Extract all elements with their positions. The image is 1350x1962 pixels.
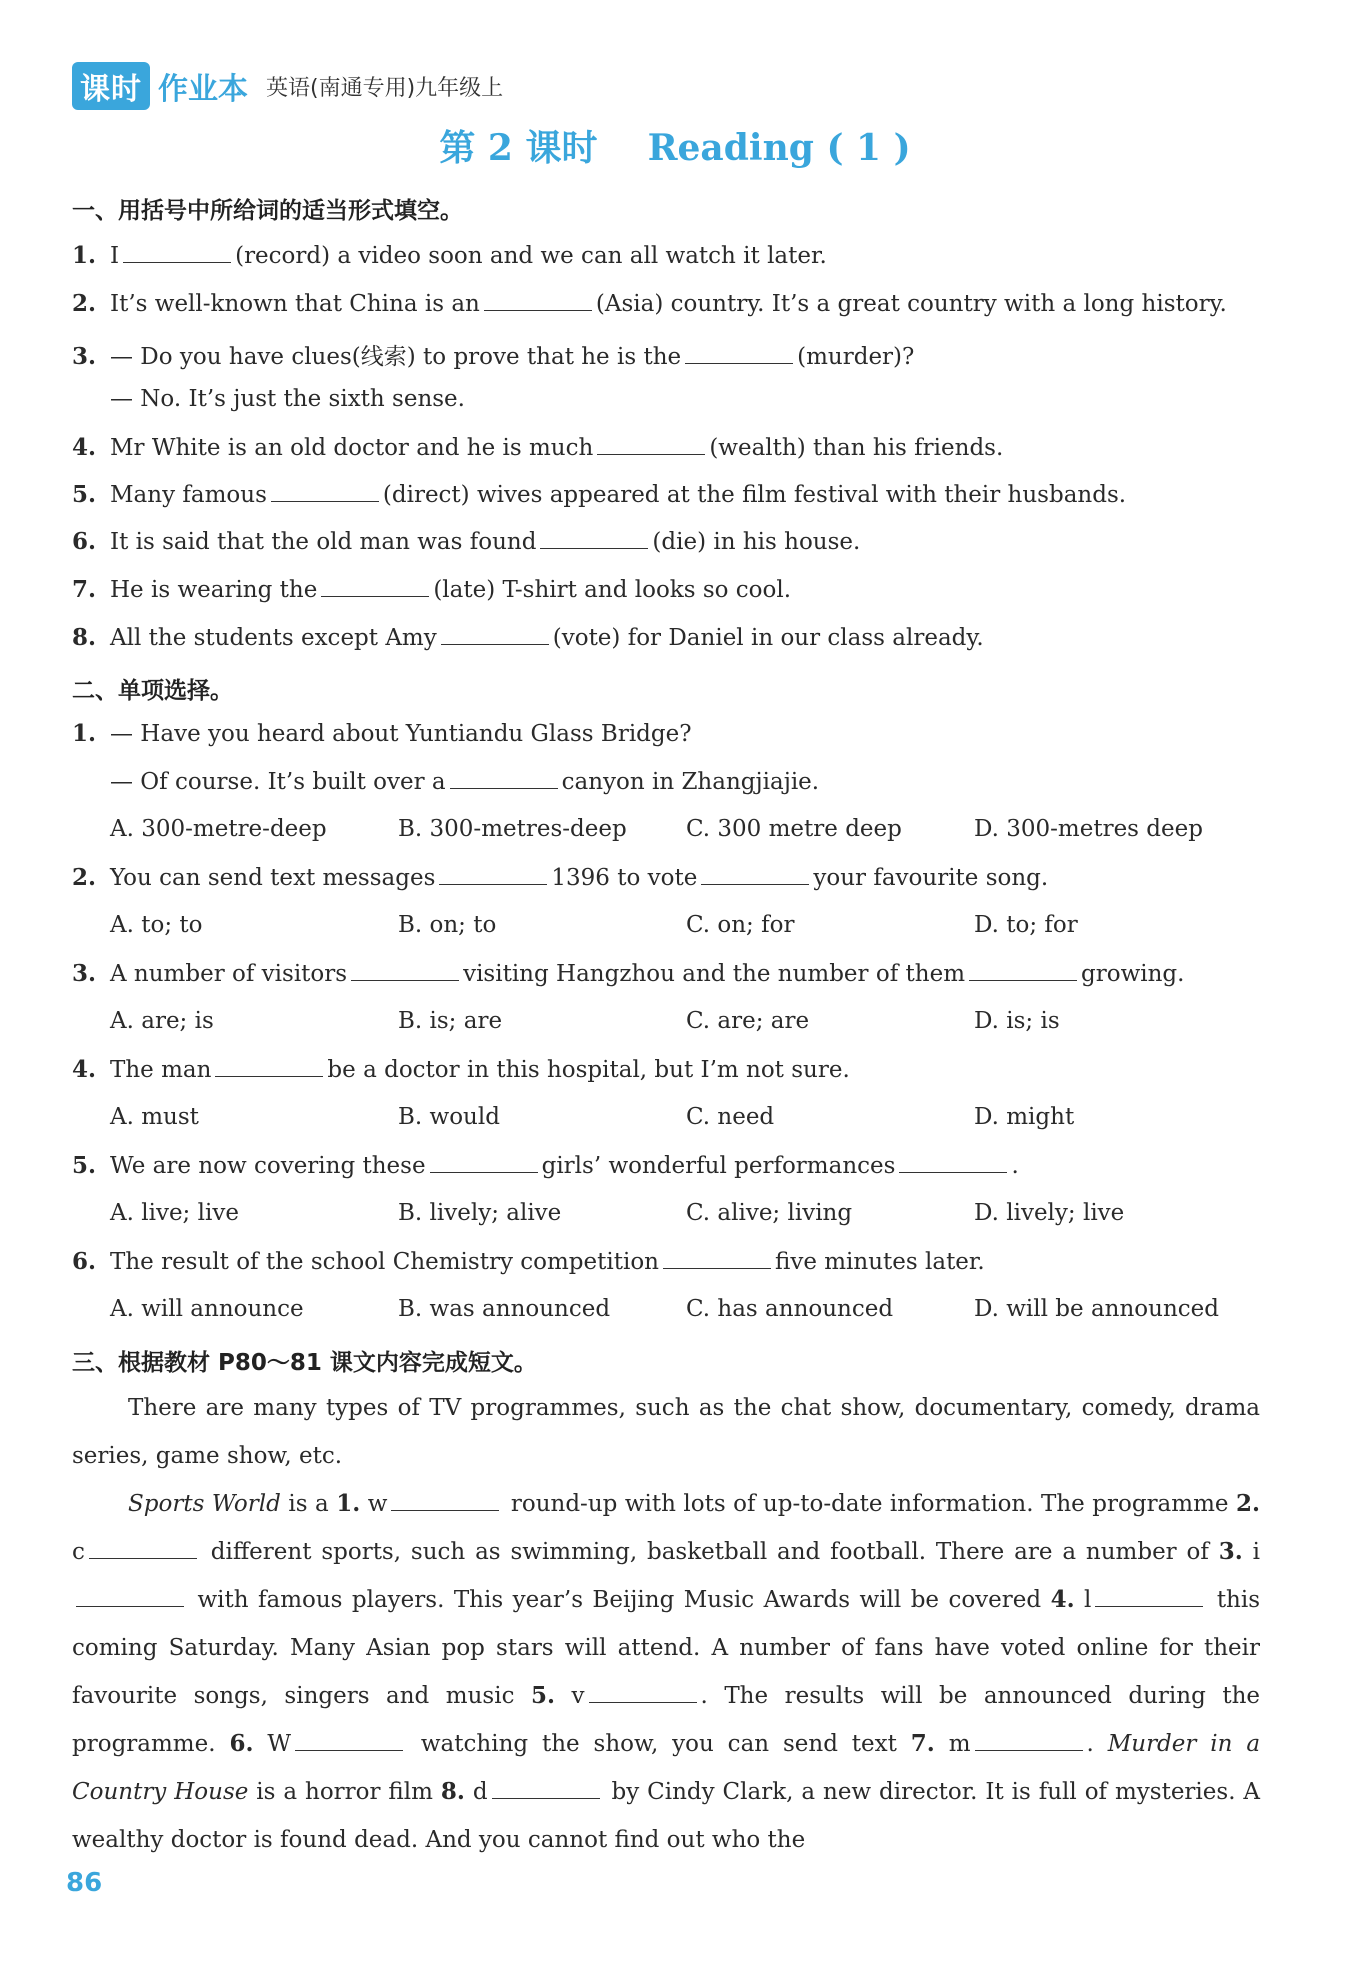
brand-logo: 课时 <box>72 62 150 110</box>
answer-blank[interactable] <box>663 1248 771 1269</box>
passage-blank-7[interactable] <box>975 1730 1083 1751</box>
answer-blank[interactable] <box>271 481 379 502</box>
answer-blank[interactable] <box>439 864 547 885</box>
s1-item-5: 5. Many famous (direct) wives appeared at the film festival with their husbands. <box>72 481 1127 508</box>
s2-q2: 2. You can send text messages 1396 to vote your favourite song. <box>72 864 1049 891</box>
answer-blank[interactable] <box>441 624 549 645</box>
option-a[interactable]: A. will announce <box>110 1296 304 1322</box>
answer-blank[interactable] <box>321 576 429 597</box>
passage-blank-8[interactable] <box>492 1778 600 1799</box>
option-a[interactable]: A. are; is <box>110 1008 214 1034</box>
option-c[interactable]: C. are; are <box>686 1008 810 1034</box>
s1-item-8: 8. All the students except Amy (vote) for Daniel in our class already. <box>72 624 984 651</box>
option-d[interactable]: D. will be announced <box>974 1296 1219 1322</box>
option-b[interactable]: B. lively; alive <box>398 1200 562 1226</box>
answer-blank[interactable] <box>540 528 648 549</box>
s1-item-3: 3. — Do you have clues(线索) to prove that he is the (murder)? <box>72 343 915 370</box>
answer-blank[interactable] <box>685 343 793 364</box>
s1-item-4: 4. Mr White is an old doctor and he is much (wealth) than his friends. <box>72 434 1004 461</box>
option-d[interactable]: D. 300-metres deep <box>974 816 1203 842</box>
s2-q5: 5. We are now covering these girls’ wonderful performances . <box>72 1152 1019 1179</box>
s1-item-3-answer: — No. It’s just the sixth sense. <box>110 386 465 412</box>
answer-blank[interactable] <box>597 434 705 455</box>
answer-blank[interactable] <box>450 768 558 789</box>
passage-intro: There are many types of TV programmes, such as the chat show, documentary, comedy, drama series, game show, etc. <box>72 1395 1260 1469</box>
passage-blank-2[interactable] <box>89 1538 197 1559</box>
option-c[interactable]: C. on; for <box>686 912 795 938</box>
option-a[interactable]: A. to; to <box>110 912 203 938</box>
s1-item-1: 1. I (record) a video soon and we can all watch it later. <box>72 242 827 269</box>
section1-heading: 一、用括号中所给词的适当形式填空。 <box>72 198 463 224</box>
section2-heading: 二、单项选择。 <box>72 678 233 704</box>
option-b[interactable]: B. was announced <box>398 1296 611 1322</box>
passage-blank-3[interactable] <box>76 1586 184 1607</box>
s1-item-7: 7. He is wearing the (late) T-shirt and looks so cool. <box>72 576 792 603</box>
s2-q1-line2: — Of course. It’s built over a canyon in Zhangjiajie. <box>110 769 820 795</box>
header-brand <box>72 62 503 110</box>
answer-blank[interactable] <box>484 290 592 311</box>
answer-blank[interactable] <box>969 960 1077 981</box>
subject-label: 英语(南通专用)九年级上 <box>266 75 504 101</box>
answer-blank[interactable] <box>701 864 809 885</box>
answer-blank[interactable] <box>215 1056 323 1077</box>
passage-blank-6[interactable] <box>295 1730 403 1751</box>
brand-name: 作业本 <box>158 72 248 107</box>
option-d[interactable]: D. is; is <box>974 1008 1060 1034</box>
answer-blank[interactable] <box>899 1152 1007 1173</box>
s2-q4: 4. The man be a doctor in this hospital, but I’m not sure. <box>72 1056 850 1083</box>
answer-blank[interactable] <box>430 1152 538 1173</box>
page-number: 86 <box>66 1868 103 1898</box>
option-a[interactable]: A. 300-metre-deep <box>110 816 327 842</box>
option-c[interactable]: C. need <box>686 1104 775 1130</box>
s1-item-6: 6. It is said that the old man was found (die) in his house. <box>72 528 861 555</box>
passage-blank-5[interactable] <box>589 1682 697 1703</box>
s2-q6: 6. The result of the school Chemistry competition five minutes later. <box>72 1248 985 1275</box>
option-b[interactable]: B. on; to <box>398 912 497 938</box>
s2-q3: 3. A number of visitors visiting Hangzhou and the number of them growing. <box>72 960 1185 987</box>
s2-q1-line1: 1. — Have you heard about Yuntiandu Glass Bridge? <box>72 720 692 747</box>
option-b[interactable]: B. 300-metres-deep <box>398 816 627 842</box>
passage-body: Sports World is a 1. w round-up with lots of up-to-date information. The programme 2. c different sports, such as swimming, basketball and football. There are a number of 3. i with famous players. This year’s Beijing Music Awards will be covered 4. l this coming Saturday. Many Asian pop stars will attend. A number of fans have voted online for their favourite songs, singers and music 5. v . The results will be announced during the programme. 6. W watching the show, you can send text 7. m . Murder in a Country House is a horror film 8. d by Cindy Clark, a new director. It is full of mysteries. A wealthy doctor is found dead. And you cannot find out who the <box>72 1490 1261 1853</box>
option-b[interactable]: B. would <box>398 1104 500 1130</box>
answer-blank[interactable] <box>123 242 231 263</box>
passage-blank-1[interactable] <box>391 1490 499 1511</box>
option-d[interactable]: D. lively; live <box>974 1200 1125 1226</box>
option-c[interactable]: C. alive; living <box>686 1200 853 1226</box>
section3-heading: 三、根据教材 P80～81 课文内容完成短文。 <box>72 1350 537 1376</box>
option-a[interactable]: A. live; live <box>110 1200 239 1226</box>
option-c[interactable]: C. 300 metre deep <box>686 816 902 842</box>
lesson-title: 第 2 课时 Reading ( 1 ) <box>439 127 911 169</box>
option-a[interactable]: A. must <box>110 1104 199 1130</box>
option-c[interactable]: C. has announced <box>686 1296 894 1322</box>
s1-item-2: 2. It’s well-known that China is an (Asia) country. It’s a great country with a long history. <box>72 290 1227 317</box>
option-d[interactable]: D. might <box>974 1104 1075 1130</box>
option-d[interactable]: D. to; for <box>974 912 1078 938</box>
passage-blank-4[interactable] <box>1095 1586 1203 1607</box>
option-b[interactable]: B. is; are <box>398 1008 503 1034</box>
answer-blank[interactable] <box>351 960 459 981</box>
